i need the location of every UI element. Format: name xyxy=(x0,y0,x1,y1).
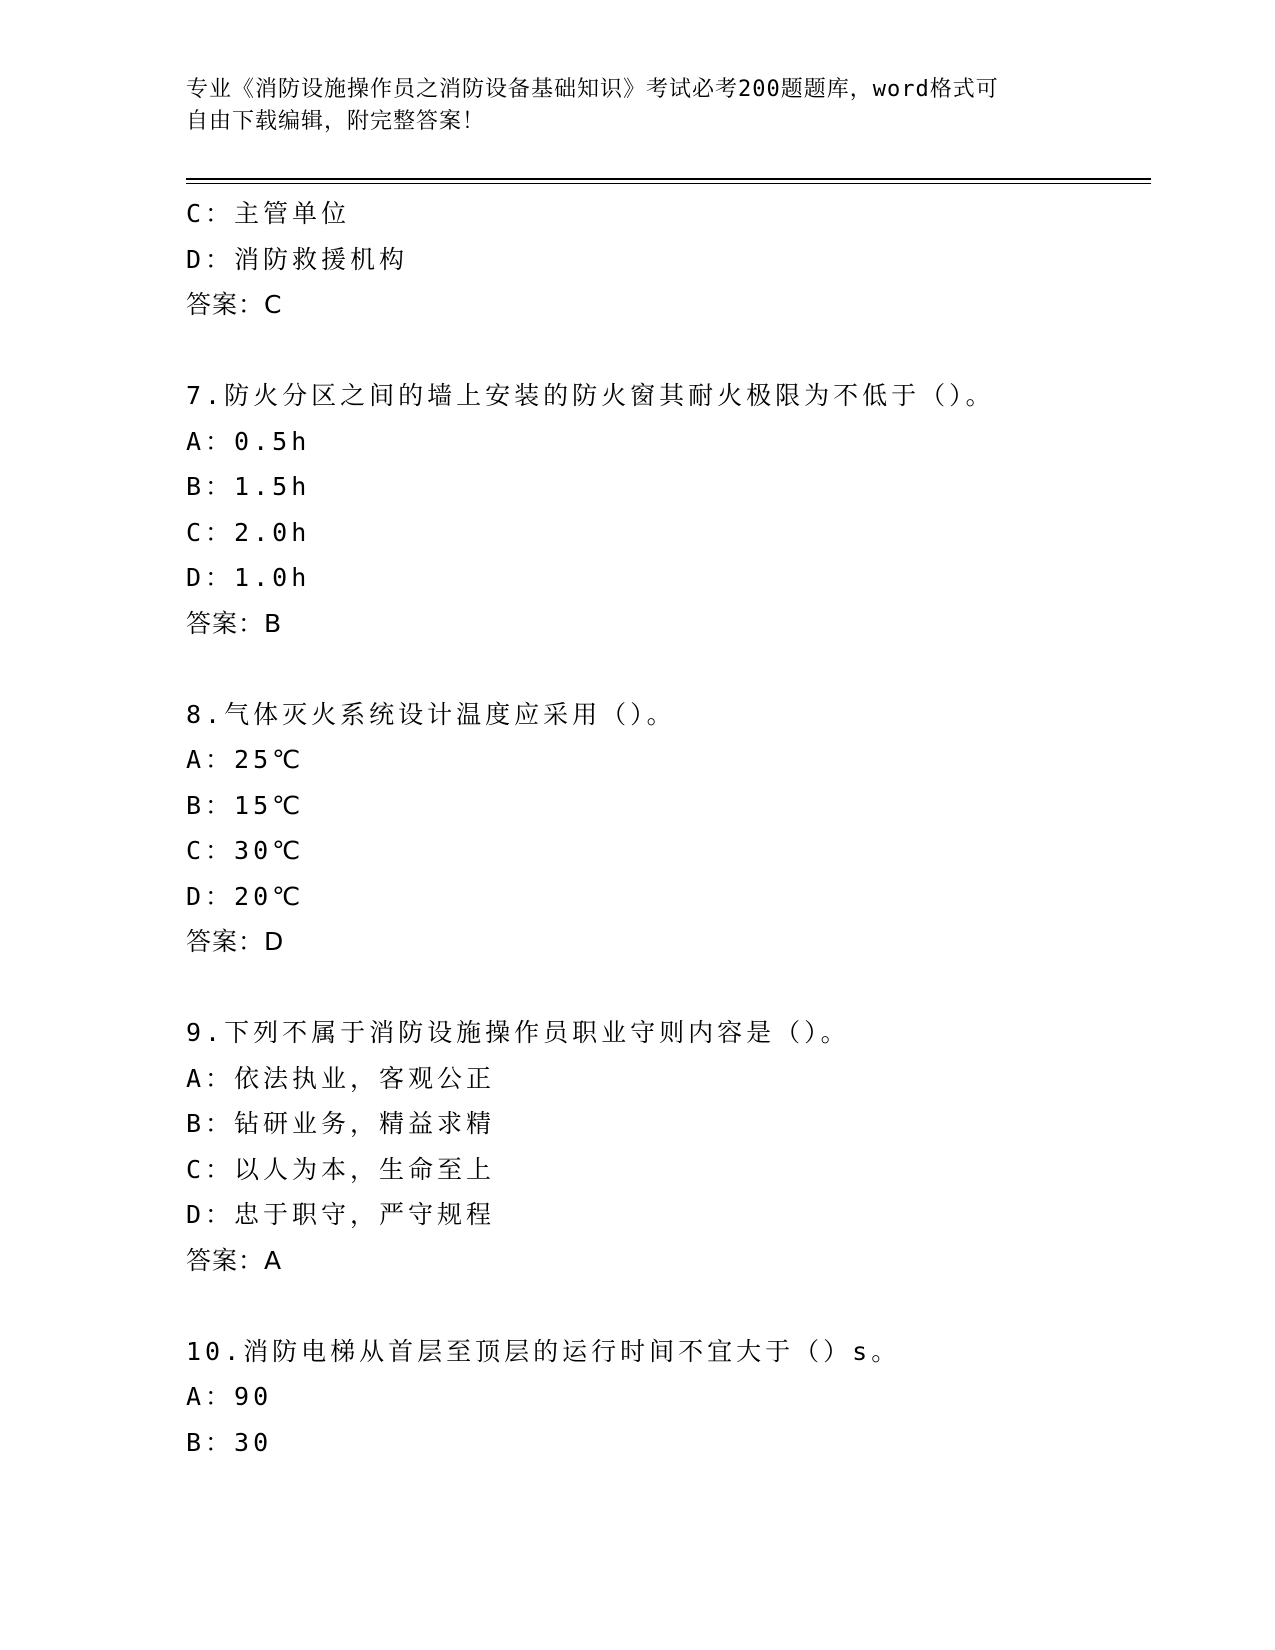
option-c: C：2.0h xyxy=(186,517,311,547)
question-stem: 10.消防电梯从首层至顶层的运行时间不宜大于（）s。 xyxy=(186,1336,901,1366)
question-list xyxy=(186,191,1146,1465)
question-gap xyxy=(186,328,1146,374)
option-d: D：20℃ xyxy=(186,881,305,911)
document-header xyxy=(186,74,1066,138)
answer-line: 答案：D xyxy=(186,927,285,956)
option-d: D：1.0h xyxy=(186,563,311,592)
option-a: A：25℃ xyxy=(186,745,305,774)
option-b: B：15℃ xyxy=(186,790,305,820)
option-b: B：1.5h xyxy=(186,472,311,501)
header-divider-thin xyxy=(186,183,1151,184)
header-title-line-2: 自由下载编辑，附完整答案！ xyxy=(186,109,486,134)
option-a: A：依法执业，客观公正 xyxy=(186,1063,496,1093)
question-stem: 8.气体灭火系统设计温度应采用（）。 xyxy=(186,699,676,729)
question-gap xyxy=(186,646,1146,692)
header-divider-thick xyxy=(186,178,1151,180)
option-d: D：消防救援机构 xyxy=(186,244,409,274)
question-stem: 9.下列不属于消防设施操作员职业守则内容是（）。 xyxy=(186,1018,850,1047)
option-b: B：钻研业务，精益求精 xyxy=(186,1109,496,1138)
option-c: C：主管单位 xyxy=(186,199,351,228)
answer-line: 答案：C xyxy=(186,290,283,319)
question-gap xyxy=(186,965,1146,1011)
question-gap xyxy=(186,1283,1146,1329)
option-a: A：0.5h xyxy=(186,426,311,456)
option-c: C：以人为本，生命至上 xyxy=(186,1154,496,1184)
option-a: A：90 xyxy=(186,1382,273,1411)
option-c: C：30℃ xyxy=(186,836,305,865)
option-d: D：忠于职守，严守规程 xyxy=(186,1200,496,1229)
question-stem: 7.防火分区之间的墙上安装的防火窗其耐火极限为不低于（）。 xyxy=(186,381,995,410)
header-title-line-1: 专业《消防设施操作员之消防设备基础知识》考试必考200题题库，word格式可 xyxy=(186,77,999,102)
answer-line: 答案：A xyxy=(186,1245,283,1275)
answer-line: 答案：B xyxy=(186,608,283,638)
option-b: B：30 xyxy=(186,1427,273,1457)
